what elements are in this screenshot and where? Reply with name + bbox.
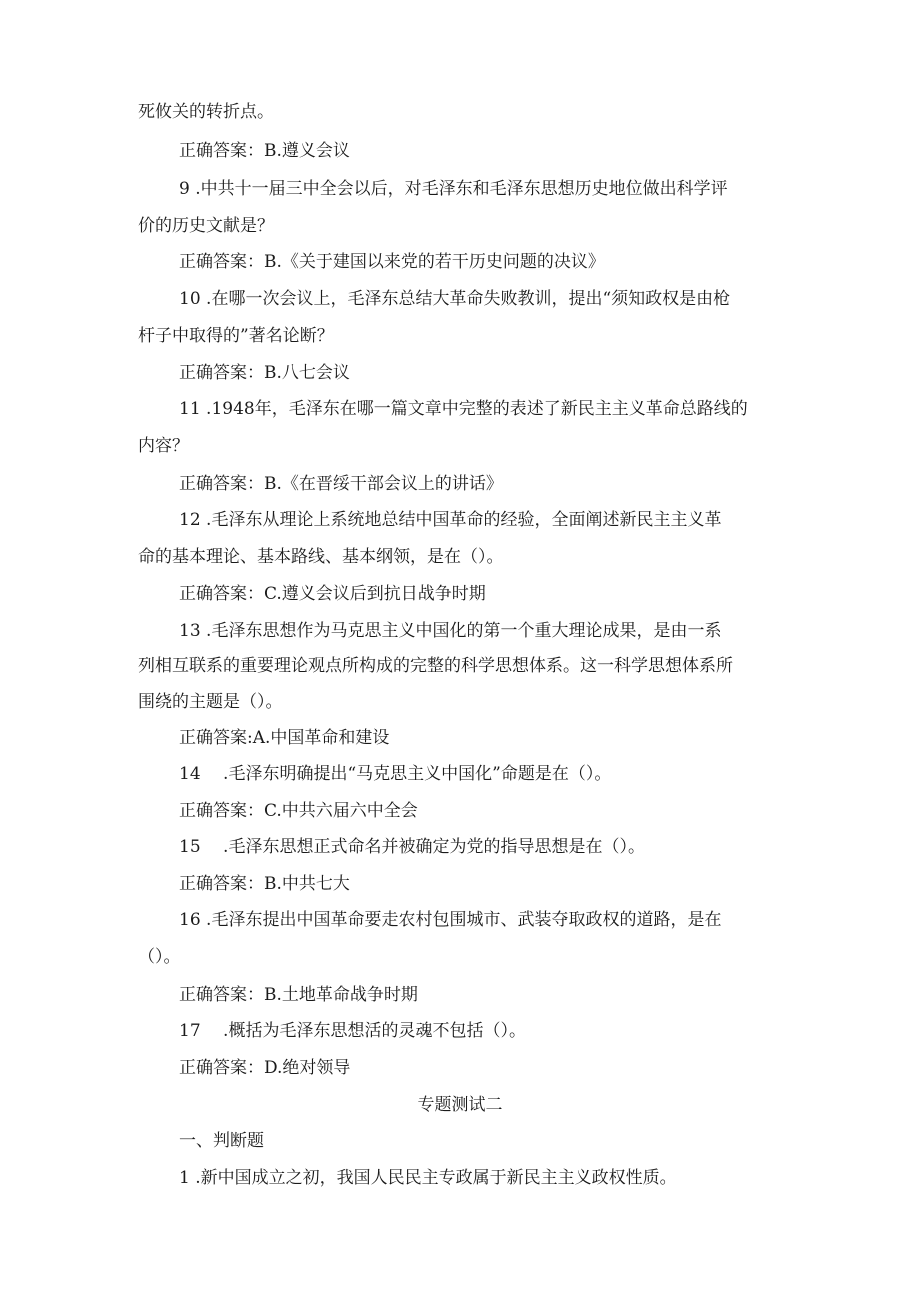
answer-line: 正确答案：C.遵义会议后到抗日战争时期 bbox=[179, 584, 486, 604]
answer-line: 正确答案：B.遵义会议 bbox=[179, 141, 350, 161]
answer-line: 正确答案：B.《关于建国以来党的若干历史问题的决议》 bbox=[179, 252, 605, 272]
question-line: 13 .毛泽东思想作为马克思主义中国化的第一个重大理论成果，是由一系 bbox=[179, 621, 722, 641]
text-line: 命的基本理论、基本路线、基本纲领，是在（）。 bbox=[138, 547, 504, 567]
question-line: 10 .在哪一次会议上，毛泽东总结大革命失败教训，提出“须知政权是由枪 bbox=[179, 289, 731, 309]
text-line: 杆子中取得的”著名论断？ bbox=[138, 326, 334, 346]
question-line: 9 .中共十一届三中全会以后，对毛泽东和毛泽东思想历史地位做出科学评 bbox=[179, 179, 728, 199]
question-line: 17 .概括为毛泽东思想活的灵魂不包括（）。 bbox=[179, 1021, 526, 1041]
question-line: 11 .1948年，毛泽东在哪一篇文章中完整的表述了新民主主义革命总路线的 bbox=[179, 399, 748, 419]
subsection-heading: 一、判断题 bbox=[179, 1131, 264, 1151]
text-line: 内容？ bbox=[138, 436, 189, 456]
question-line: 16 .毛泽东提出中国革命要走农村包围城市、武装夺取政权的道路，是在 bbox=[179, 910, 722, 930]
question-line: 1 .新中国成立之初，我国人民民主专政属于新民主主义政权性质。 bbox=[179, 1168, 677, 1188]
question-line: 14 .毛泽东明确提出“马克思主义中国化”命题是在（）。 bbox=[179, 764, 612, 784]
question-line: 12 .毛泽东从理论上系统地总结中国革命的经验，全面阐述新民主主义革 bbox=[179, 510, 722, 530]
answer-line: 正确答案：B.中共七大 bbox=[179, 874, 350, 894]
answer-line: 正确答案：B.《在晋绥干部会议上的讲话》 bbox=[179, 474, 503, 494]
answer-line: 正确答案：B.土地革命战争时期 bbox=[179, 985, 418, 1005]
answer-line: 正确答案：C.中共六届六中全会 bbox=[179, 801, 418, 821]
answer-line: 正确答案：B.八七会议 bbox=[179, 363, 350, 383]
text-line: 死攸关的转折点。 bbox=[138, 102, 274, 122]
text-line: 列相互联系的重要理论观点所构成的完整的科学思想体系。这一科学思想体系所 bbox=[138, 656, 733, 676]
text-line: （）。 bbox=[138, 947, 181, 967]
answer-line: 正确答案:A.中国革命和建设 bbox=[179, 728, 390, 748]
text-line: 价的历史文献是？ bbox=[138, 216, 274, 236]
section-heading: 专题测试二 bbox=[417, 1095, 503, 1115]
text-line: 围绕的主题是（）。 bbox=[138, 692, 283, 712]
answer-line: 正确答案：D.绝对领导 bbox=[179, 1058, 351, 1078]
question-line: 15 .毛泽东思想正式命名并被确定为党的指导思想是在（）。 bbox=[179, 837, 645, 857]
